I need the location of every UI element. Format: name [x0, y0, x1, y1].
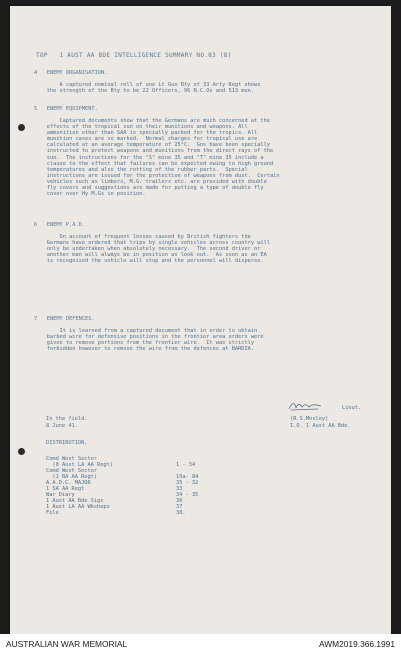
section-heading: 4 ENEMY ORGANISATION.: [34, 70, 108, 76]
distribution-copies: 37: [176, 504, 183, 510]
punch-hole: [18, 124, 25, 131]
distribution-copies: 38.: [176, 510, 186, 516]
archive-name: AUSTRALIAN WAR MEMORIAL: [6, 639, 128, 649]
distribution-recipient: Comd West Sector: [46, 468, 98, 474]
section-body: It is learned from a captured document that in order to obtain barbed wire for defensive positions in the frontier area orders were given to remove portions from the frontier wire. It was strictly forbidden however to remove the wire from the defences at BARDIA.: [46, 328, 264, 353]
distribution-copies: 34 - 35: [176, 492, 199, 498]
section-heading: 6 ENEMY P.A.D.: [34, 222, 86, 228]
place-line: In the field.: [46, 416, 88, 422]
section-body: A captured nominal roll of one Lt Gun Bty of 33 Arty Regt shows the strength of the Bty to be 22 Officers, 96 N.C.Os and 513 men.: [46, 82, 261, 95]
distribution-heading: DISTRIBUTION.: [46, 440, 88, 446]
section-heading: 5 ENEMY EQUIPMENT.: [34, 106, 98, 112]
section-body: Captured documents show that the Germans are much concerned at the effects of the tropical sun on their munitions and weapons. All ammunition other than SAA is specially packed for the tropics. All munition cases are so marked. Normal charges for tropical use are calculated at an average temperature of 25°C. Gns have been specially instructed to protect weapons and munitions from the direct rays of the sun. The instructions for the "S" mine 35 and "T" mine 35 include a clause to the effect that failures can be expected owing to high ground temperatures and also the rotting of the rubber parts. Special instructions are issued for the protection of weapons from dust. Certain vehicles such as limbers, M.G. trailers etc. are provided with double fly covers and suggestions are made for putting a type of double fly cover over Hy M.Gs in position.: [46, 118, 280, 198]
section-heading: 7 ENEMY DEFENCES.: [34, 316, 95, 322]
archive-footer: [0, 634, 401, 653]
distribution-copies: 33: [176, 486, 183, 492]
distribution-copies: 36: [176, 498, 183, 504]
distribution-recipient: 1 Aust AA Bde Sigs: [46, 498, 104, 504]
punch-hole: [18, 448, 25, 455]
distribution-recipient: Comd West Sector: [46, 456, 98, 462]
summary-title: TOP 1 AUST AA BDE INTELLIGENCE SUMMARY NO.83 (8): [36, 52, 232, 59]
distribution-recipient: File: [46, 510, 59, 516]
distribution-recipient: 1 Aust LA AA Wkshops: [46, 504, 110, 510]
distribution-recipient: A.A.D.C. MAJOR: [46, 480, 91, 486]
distribution-copies: 1 - 34: [176, 462, 196, 468]
signatory-role: I.O. 1 Aust AA Bde.: [290, 423, 351, 429]
distribution-copies: 35 - 32: [176, 480, 199, 486]
distribution-recipient: (1 BA AA Regt): [46, 474, 98, 480]
distribution-copies: 15a- 84: [176, 474, 199, 480]
date-line: 8 June 41.: [46, 423, 78, 429]
archive-reference: AWM2019.366.1991: [318, 639, 395, 649]
distribution-recipient: War Diary: [46, 492, 75, 498]
signatory-rank: Lieut.: [342, 405, 362, 411]
distribution-recipient: 1 SA AA Regt: [46, 486, 85, 492]
distribution-recipient: (8 Aust LA AA Regt): [46, 462, 113, 468]
section-body: On account of frequent losses caused by British fighters the Germans have ordered that trips by single vehicles across country will only be undertaken when absolutely necessary. The second driver or another man will always be in position as look out. As soon as an EA is recognised the vehicle will stop and the personnel will disperse.: [46, 234, 270, 265]
handwritten-signature: [288, 400, 322, 412]
signatory-name: (R.S.Mosley): [290, 416, 329, 422]
